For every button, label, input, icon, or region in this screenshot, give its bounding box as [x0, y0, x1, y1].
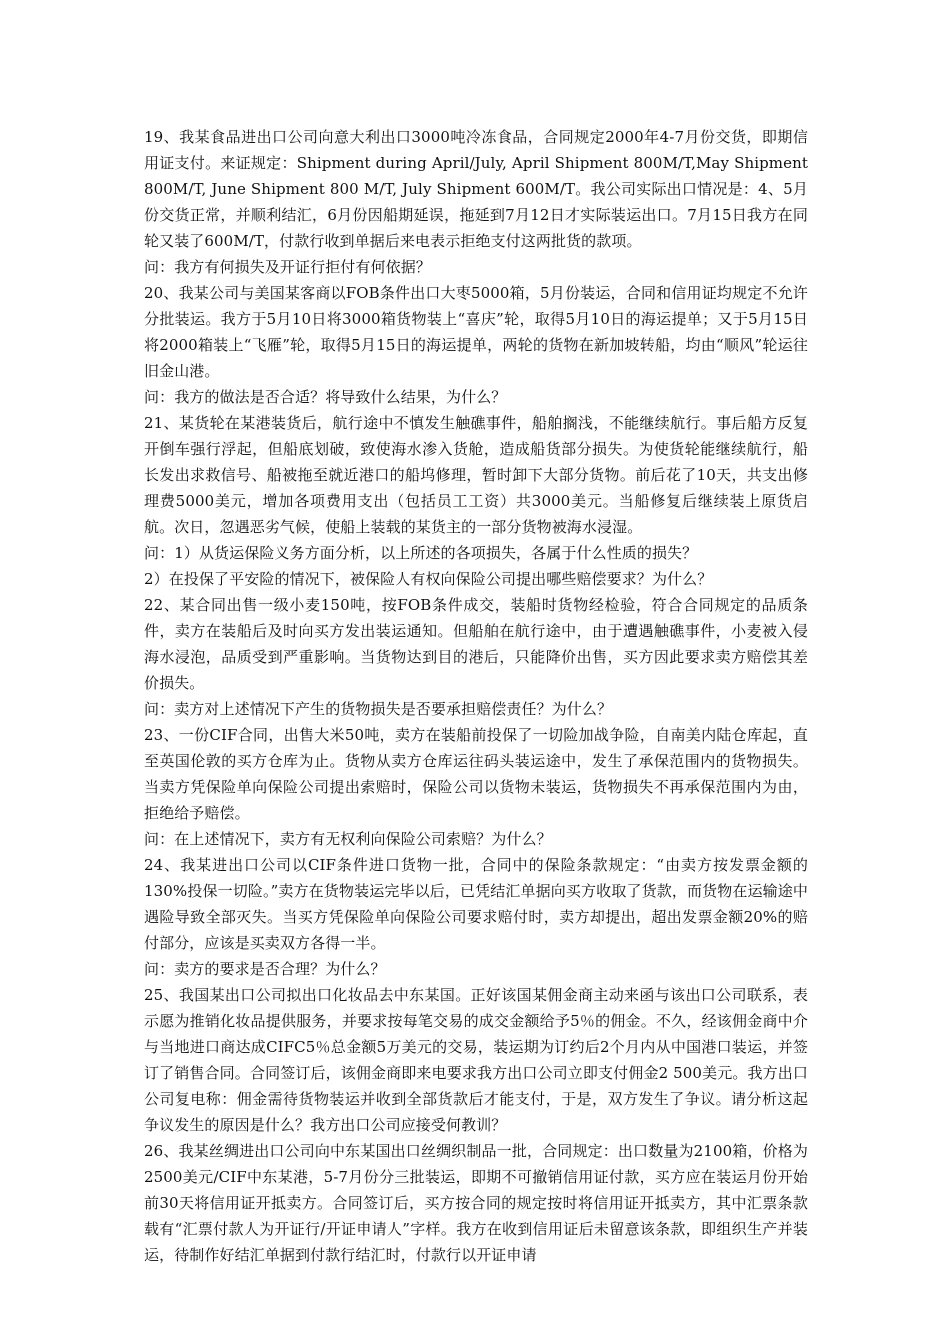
question-q24: 问：卖方的要求是否合理？为什么？ — [144, 960, 386, 978]
paragraph-q23: 23、一份CIF合同，出售大米50吨，卖方在装船前投保了一切险加战争险，自南美内陆仓库起，直至英国伦敦的买方仓库为止。货物从卖方仓库运往码头装运途中，发生了承保范围内的货物损失。当卖方凭保险单向保险公司提出索赔时，保险公司以货物未装运，货物损失不再承保范围内为由，拒绝给予赔偿。 — [144, 726, 808, 822]
question-q19: 问：我方有何损失及开证行拒付有何依据？ — [144, 258, 431, 276]
paragraph-q22: 22、某合同出售一级小麦150吨，按FOB条件成交，装船时货物经检验，符合合同规定的品质条件，卖方在装船后及时向买方发出装运通知。但船舶在航行途中，由于遭遇触礁事件，小麦被入侵海水浸泡，品质受到严重影响。当货物达到目的港后，只能降价出售，买方因此要求卖方赔偿其差价损失。 — [144, 596, 808, 692]
question-q20: 问：我方的做法是否合适？将导致什么结果，为什么？ — [144, 388, 507, 406]
paragraph-q24: 24、我某进出口公司以CIF条件进口货物一批，合同中的保险条款规定：“由卖方按发票金额的130%投保一切险。”卖方在货物装运完毕以后，已凭结汇单据向买方收取了货款，而货物在运输途中遇险导致全部灭失。当买方凭保险单向保险公司要求赔付时，卖方却提出，超出发票金额20%的赔付部分，应该是买卖双方各得一半。 — [144, 856, 808, 952]
document-body — [144, 124, 808, 1268]
question-q21-part1: 问：1）从货运保险义务方面分析，以上所述的各项损失，各属于什么性质的损失？ — [144, 544, 698, 562]
paragraph-q20: 20、我某公司与美国某客商以FOB条件出口大枣5000箱，5月份装运，合同和信用证均规定不允许分批装运。我方于5月10日将3000箱货物装上“喜庆”轮，取得5月10日的海运提单；又于5月15日将2000箱装上“飞雁”轮，取得5月15日的海运提单，两轮的货物在新加坡转船，均由“顺风”轮运往旧金山港。 — [144, 284, 808, 380]
question-q23: 问：在上述情况下，卖方有无权利向保险公司索赔？为什么？ — [144, 830, 552, 848]
question-q22: 问：卖方对上述情况下产生的货物损失是否要承担赔偿责任？为什么？ — [144, 700, 613, 718]
paragraph-q25: 25、我国某出口公司拟出口化妆品去中东某国。正好该国某佣金商主动来函与该出口公司联系，表示愿为推销化妆品提供服务，并要求按每笔交易的成交金额给予5％的佣金。不久，经该佣金商中介与当地进口商达成CIFC5％总金额5万美元的交易，装运期为订约后2个月内从中国港口装运，并签订了销售合同。合同签订后，该佣金商即来电要求我方出口公司立即支付佣金2 500美元。我方出口公司复电称：佣金需待货物装运并收到全部货款后才能支付，于是，双方发生了争议。请分析这起争议发生的原因是什么？我方出口公司应接受何教训？ — [144, 986, 808, 1134]
question-q21-part2: 2）在投保了平安险的情况下，被保险人有权向保险公司提出哪些赔偿要求？为什么？ — [144, 570, 713, 588]
paragraph-q19: 19、我某食品进出口公司向意大利出口3000吨冷冻食品，合同规定2000年4-7月份交货，即期信用证支付。来证规定：Shipment during April/July, April Shipment 800M/T,May Shipment 800M/T, June Shipment 800 M/T, July Shipment 600M/T。我公司实际出口情况是：4、5月份交货正常，并顺利结汇，6月份因船期延误，拖延到7月12日才实际装运出口。7月15日我方在同轮又装了600M/T，付款行收到单据后来电表示拒绝支付这两批货的款项。 — [144, 128, 808, 250]
paragraph-q21: 21、某货轮在某港装货后，航行途中不慎发生触礁事件，船舶搁浅，不能继续航行。事后船方反复开倒车强行浮起，但船底划破，致使海水渗入货舱，造成船货部分损失。为使货轮能继续航行，船长发出求救信号、船被拖至就近港口的船坞修理，暂时卸下大部分货物。前后花了10天，共支出修理费5000美元，增加各项费用支出（包括员工工资）共3000美元。当船修复后继续装上原货启航。次日，忽遇恶劣气候，使船上装载的某货主的一部分货物被海水浸湿。 — [144, 414, 808, 536]
paragraph-q26: 26、我某丝绸进出口公司向中东某国出口丝绸织制品一批，合同规定：出口数量为2100箱，价格为2500美元/CIF中东某港，5-7月份分三批装运，即期不可撤销信用证付款，买方应在装运月份开始前30天将信用证开抵卖方。合同签订后，买方按合同的规定按时将信用证开抵卖方，其中汇票条款载有“汇票付款人为开证行/开证申请人”字样。我方在收到信用证后未留意该条款，即组织生产并装运，待制作好结汇单据到付款行结汇时，付款行以开证申请 — [144, 1142, 808, 1264]
